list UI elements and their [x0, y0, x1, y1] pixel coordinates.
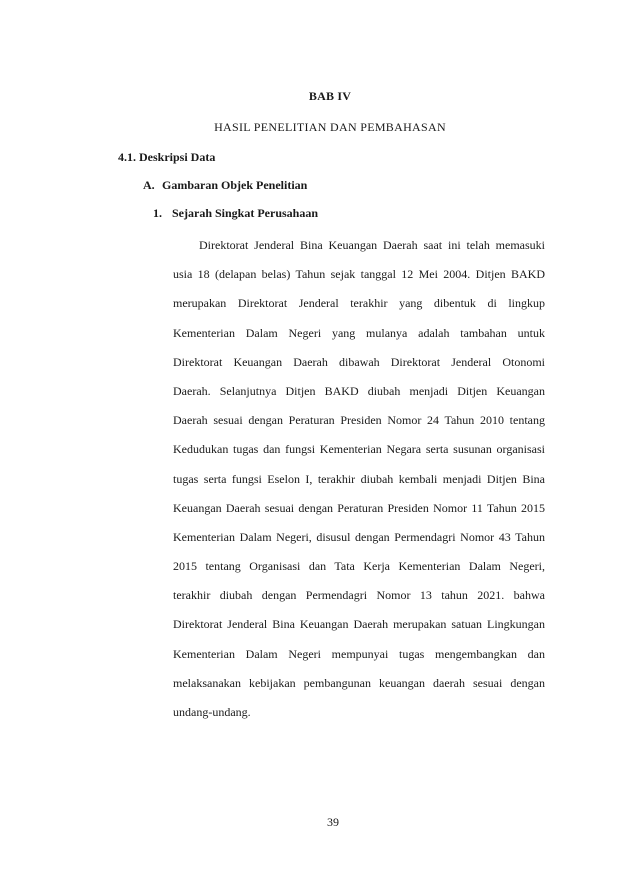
chapter-title: BAB IV: [308, 89, 352, 103]
paragraph-line: tugas serta fungsi Eselon I, terakhir diubah kembali menjadi Ditjen Bina: [173, 471, 545, 486]
subsub-heading-marker: 1.: [153, 206, 162, 220]
chapter-subtitle: HASIL PENELITIAN DAN PEMBAHASAN: [214, 120, 446, 134]
paragraph-line: Kementerian Dalam Negeri, disusul dengan Permendagri Nomor 43 Tahun: [173, 529, 545, 544]
paragraph-line: undang-undang.: [173, 705, 251, 719]
section-heading: 4.1. Deskripsi Data: [118, 150, 216, 164]
sub-heading: [143, 178, 307, 193]
paragraph-line: Direktorat Jenderal Bina Keuangan Daerah saat ini telah memasuki: [199, 238, 545, 252]
page-number: 39: [327, 815, 339, 829]
paragraph-line: usia 18 (delapan belas) Tahun sejak tanggal 12 Mei 2004. Ditjen BAKD: [173, 267, 545, 282]
paragraph-line: 2015 tentang Organisasi dan Tata Kerja Kementerian Dalam Negeri,: [173, 559, 545, 574]
subsub-heading: [153, 206, 318, 221]
paragraph-line: Direktorat Keuangan Daerah dibawah Direktorat Jenderal Otonomi: [173, 354, 545, 369]
body-paragraph: [173, 231, 545, 727]
sub-heading-text: Gambaran Objek Penelitian: [162, 178, 308, 192]
paragraph-line: Keuangan Daerah sesuai dengan Peraturan Presiden Nomor 11 Tahun 2015: [173, 500, 545, 515]
paragraph-line: terakhir diubah dengan Permendagri Nomor 13 tahun 2021. bahwa: [173, 588, 545, 603]
paragraph-line: Kementerian Dalam Negeri mempunyai tugas mengembangkan dan: [173, 646, 545, 661]
paragraph-line: Kedudukan tugas dan fungsi Kementerian Negara serta susunan organisasi: [173, 442, 545, 457]
paragraph-line: merupakan Direktorat Jenderal terakhir yang dibentuk di lingkup: [173, 296, 545, 311]
paragraph-line: melaksanakan kebijakan pembangunan keuangan daerah sesuai dengan: [173, 675, 545, 690]
sub-heading-marker: A.: [143, 178, 155, 192]
paragraph-line: Kementerian Dalam Negeri yang mulanya adalah tambahan untuk: [173, 325, 545, 340]
paragraph-line: Daerah. Selanjutnya Ditjen BAKD diubah menjadi Ditjen Keuangan: [173, 383, 545, 398]
paragraph-line: Daerah sesuai dengan Peraturan Presiden Nomor 24 Tahun 2010 tentang: [173, 413, 545, 428]
paragraph-line: Direktorat Jenderal Bina Keuangan Daerah merupakan satuan Lingkungan: [173, 617, 545, 632]
subsub-heading-text: Sejarah Singkat Perusahaan: [172, 206, 319, 220]
